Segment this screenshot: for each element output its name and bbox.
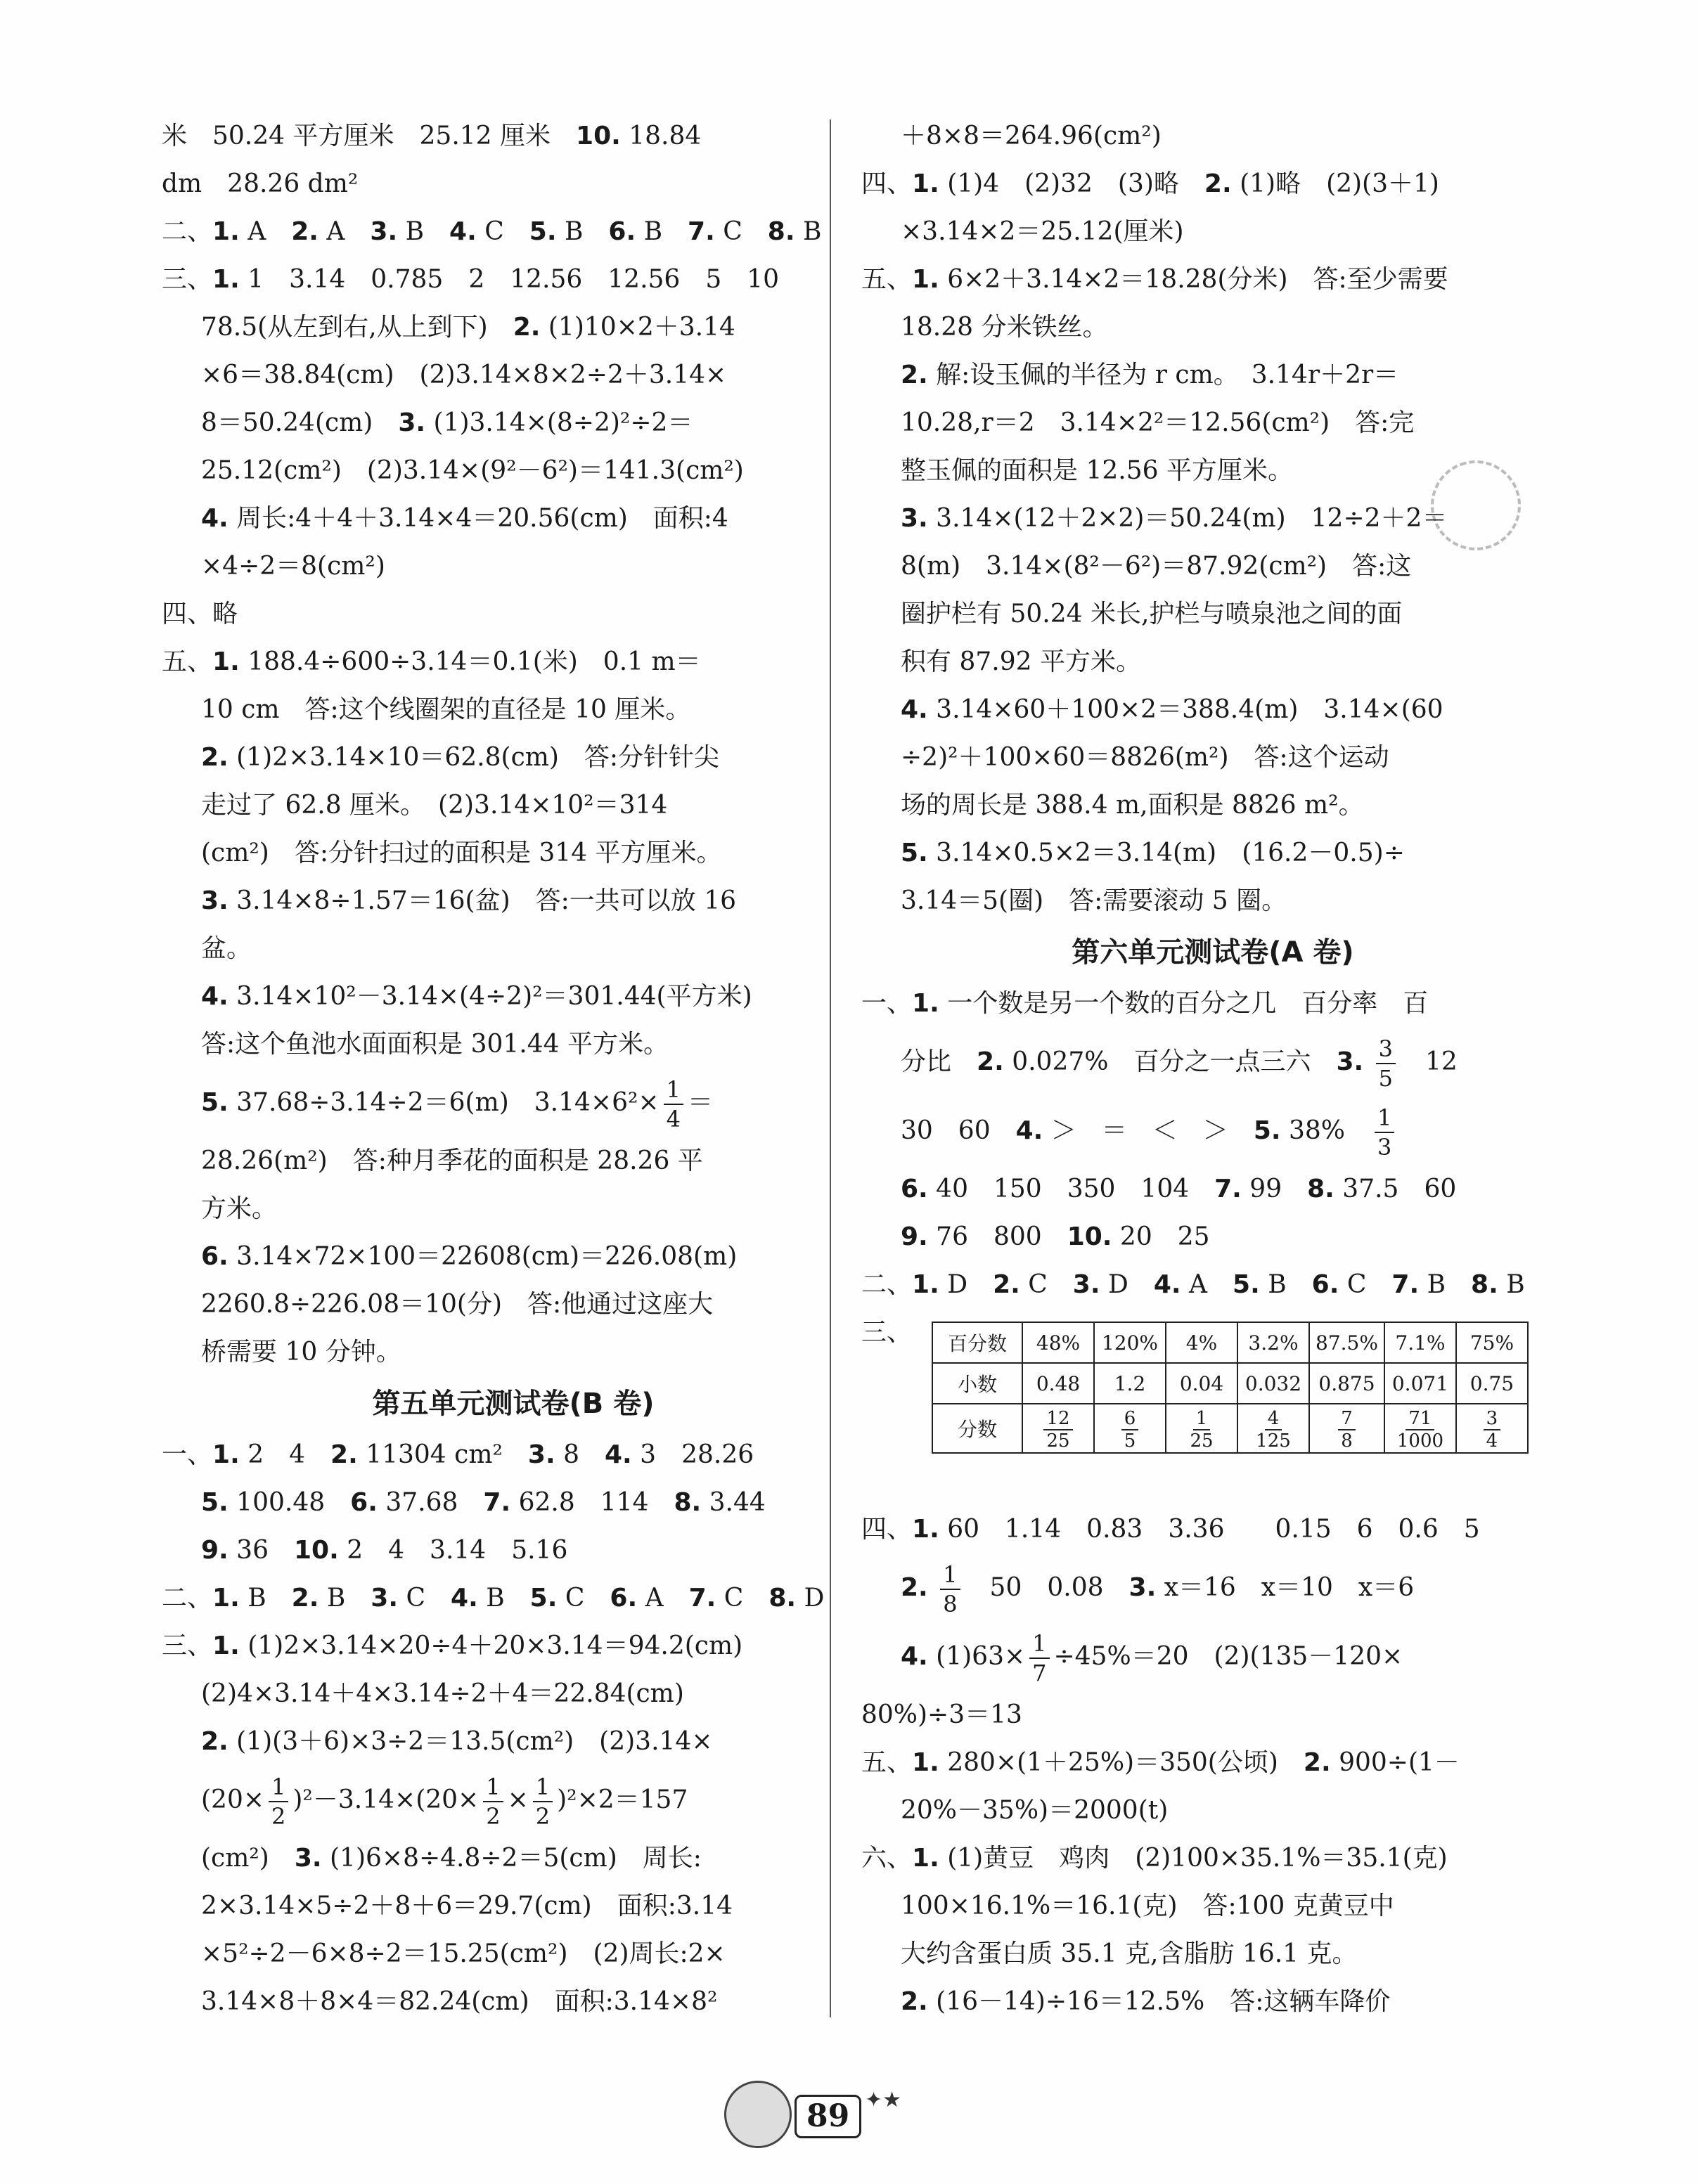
answer-line: 2. 解:设玉佩的半径为 r cm。 3.14r＋2r＝ — [901, 361, 1399, 389]
fraction: $\frac{1}{3}$ — [1375, 1104, 1394, 1161]
table-row-header: 小数 — [932, 1363, 1022, 1404]
answer-line: 8(m) 3.14×(8²－6²)＝87.92(cm²) 答:这 — [901, 552, 1412, 581]
answer-line: 78.5(从左到右,从上到下) 2. (1)10×2＋3.14 — [201, 313, 735, 342]
fraction: $\frac{1}{2}$ — [483, 1773, 503, 1830]
table-cell: 0.032 — [1237, 1363, 1309, 1404]
table-cell: 3.2% — [1237, 1322, 1309, 1363]
left-column — [162, 112, 865, 2026]
fraction: $\frac{1}{7}$ — [1029, 1629, 1049, 1687]
answer-line: 六、1. (1)黄豆 鸡肉 (2)100×35.1%＝35.1(克) — [861, 1844, 1448, 1873]
table-cell: 120% — [1094, 1322, 1166, 1363]
table-cell: 0.04 — [1166, 1363, 1237, 1404]
answer-line: 18.28 分米铁丝。 — [901, 313, 1108, 342]
table-row-header: 分数 — [932, 1404, 1022, 1453]
answer-line: 2260.8÷226.08＝10(分) 答:他通过这座大 — [201, 1290, 714, 1319]
answer-line: 10 cm 答:这个线圈架的直径是 10 厘米。 — [201, 695, 691, 724]
answer-line: 四、1. 60 1.14 0.83 3.36 0.15 6 0.6 5 — [861, 1515, 1480, 1544]
answer-line: 三、1. (1)2×3.14×20÷4＋20×3.14＝94.2(cm) — [162, 1631, 743, 1660]
answer-line: 二、1. D 2. C 3. D 4. A 5. B 6. C 7. B 8. B — [861, 1270, 1525, 1299]
answer-line: 80%)÷3＝13 — [861, 1700, 1022, 1729]
answer-line: 四、1. (1)4 (2)32 (3)略 2. (1)略 (2)(3＋1) — [861, 169, 1439, 198]
answer-line: 4. 周长:4＋4＋3.14×4＝20.56(cm) 面积:4 — [201, 504, 728, 533]
answer-line: 9. 36 10. 2 4 3.14 5.16 — [201, 1536, 568, 1565]
answer-line: 五、1. 188.4÷600÷3.14＝0.1(米) 0.1 m＝ — [162, 647, 701, 676]
answer-line: 30 60 4. ＞ ＝ ＜ ＞ 5. 38% $\frac{1}{3}$ — [861, 1097, 1564, 1165]
answer-line: 4. 3.14×60＋100×2＝388.4(m) 3.14×(60 — [901, 695, 1443, 724]
table-cell: 0.875 — [1309, 1363, 1384, 1404]
table-cell: $\frac{12}{25}$ — [1022, 1404, 1094, 1453]
answer-line: 25.12(cm²) (2)3.14×(9²－6²)＝141.3(cm²) — [201, 456, 744, 485]
answer-line: 8＝50.24(cm) 3. (1)3.14×(8÷2)²÷2＝ — [201, 408, 693, 437]
answer-line: 2. (16－14)÷16＝12.5% 答:这辆车降价 — [901, 1987, 1391, 2016]
answer-line: 方米。 — [201, 1194, 278, 1223]
conversion-table-block — [861, 1309, 1564, 1506]
answer-line: ×6＝38.84(cm) (2)3.14×8×2÷2＋3.14× — [201, 361, 727, 389]
answer-line: 场的周长是 388.4 m,面积是 8826 m²。 — [901, 791, 1364, 820]
answer-line: ＋8×8＝264.96(cm²) — [901, 122, 1162, 150]
answer-line: 3.14＝5(圈) 答:需要滚动 5 圈。 — [901, 886, 1287, 915]
stars-icon: ✦★ — [865, 2088, 902, 2112]
answer-line: 大约含蛋白质 35.1 克,含脂肪 16.1 克。 — [901, 1939, 1358, 1968]
answer-line: 走过了 62.8 厘米。 (2)3.14×10²＝314 — [201, 791, 668, 820]
answer-line: 20%－35%)＝2000(t) — [901, 1796, 1169, 1825]
answer-line: 桥需要 10 分钟。 — [201, 1338, 401, 1366]
answer-line: 2. (1)2×3.14×10＝62.8(cm) 答:分针针尖 — [201, 743, 720, 772]
answer-line: 9. 76 800 10. 20 25 — [901, 1222, 1210, 1251]
table-cell: 87.5% — [1309, 1322, 1384, 1363]
answer-line: (cm²) 3. (1)6×8÷4.8÷2＝5(cm) 周长: — [201, 1844, 702, 1873]
answer-line: 整玉佩的面积是 12.56 平方厘米。 — [901, 456, 1293, 485]
answer-line: ×4÷2＝8(cm²) — [201, 552, 385, 581]
answer-line: 3.14×8＋8×4＝82.24(cm) 面积:3.14×8² — [201, 1987, 718, 2016]
right-column — [861, 112, 1564, 2026]
answer-line: 二、1. B 2. B 3. C 4. B 5. C 6. A 7. C 8. D — [162, 1584, 825, 1613]
answer-line: 6. 40 150 350 104 7. 99 8. 37.5 60 — [901, 1175, 1457, 1203]
answer-line: 三、1. 1 3.14 0.785 2 12.56 12.56 5 10 — [162, 265, 780, 294]
answer-line: 一、1. 2 4 2. 11304 cm² 3. 8 4. 3 28.26 — [162, 1440, 754, 1469]
page-footer — [724, 2074, 907, 2151]
answer-line: 五、1. 280×(1＋25%)＝350(公顷) 2. 900÷(1－ — [861, 1748, 1460, 1777]
table-cell: 4% — [1166, 1322, 1237, 1363]
table-cell: $\frac{7}{8}$ — [1309, 1404, 1384, 1453]
fraction: $\frac{1}{2}$ — [533, 1773, 553, 1830]
answer-line: 100×16.1%＝16.1(克) 答:100 克黄豆中 — [901, 1892, 1394, 1920]
answer-line: (20× $\frac{1}{2}$ )²－3.14×(20× $\frac{1}{2}$ × $\frac{1}{2}$ )²×2＝157 — [201, 1773, 688, 1830]
page-number: 89 — [795, 2095, 861, 2138]
table-cell: $\frac{1}{25}$ — [1166, 1404, 1237, 1453]
table-cell: 0.48 — [1022, 1363, 1094, 1404]
table-cell: $\frac{71}{1000}$ — [1384, 1404, 1456, 1453]
table-cell: 7.1% — [1384, 1322, 1456, 1363]
table-cell: 48% — [1022, 1322, 1094, 1363]
conversion-table — [932, 1322, 1529, 1454]
table-row — [932, 1322, 1528, 1363]
answer-line: ÷2)²＋100×60＝8826(m²) 答:这个运动 — [901, 743, 1389, 772]
fraction: $\frac{3}{5}$ — [1376, 1035, 1396, 1092]
table-cell: $\frac{3}{4}$ — [1456, 1404, 1528, 1453]
answer-line: 5. 100.48 6. 37.68 7. 62.8 114 8. 3.44 — [201, 1488, 766, 1517]
answer-line: 积有 87.92 平方米。 — [901, 647, 1141, 676]
table-row — [932, 1404, 1528, 1453]
answer-line: 圈护栏有 50.24 米长,护栏与喷泉池之间的面 — [901, 600, 1403, 628]
answer-line: 一、1. 一个数是另一个数的百分之几 百分率 百 — [861, 989, 1429, 1018]
answer-line: 28.26(m²) 答:种月季花的面积是 28.26 平 — [201, 1146, 703, 1175]
table-cell: 0.75 — [1456, 1363, 1528, 1404]
answer-line: 6. 3.14×72×100＝22608(cm)＝226.08(m) — [201, 1242, 738, 1271]
answer-line: 4. (1)63× $\frac{1}{7}$ ÷45%＝20 (2)(135－120× — [901, 1630, 1403, 1686]
answer-line: dm 28.26 dm² — [162, 169, 359, 198]
fraction: $\frac{1}{2}$ — [269, 1773, 288, 1830]
table-row-header: 百分数 — [932, 1322, 1022, 1363]
table-cell: $\frac{4}{125}$ — [1237, 1404, 1309, 1453]
answer-line: 盆。 — [201, 934, 252, 963]
question-number: 三、 — [861, 1318, 913, 1347]
answer-line: 五、1. 6×2＋3.14×2＝18.28(分米) 答:至少需要 — [861, 265, 1448, 294]
answer-line: 3. 3.14×8÷1.57＝16(盆) 答:一共可以放 16 — [201, 886, 737, 915]
answer-line: (cm²) 答:分针扫过的面积是 314 平方厘米。 — [201, 839, 722, 867]
apple-mascot-icon — [724, 2081, 792, 2148]
answer-line: 3. 3.14×(12＋2×2)＝50.24(m) 12÷2＋2＝ — [901, 504, 1448, 533]
table-cell: $\frac{6}{5}$ — [1094, 1404, 1166, 1453]
answer-line: 4. 3.14×10²－3.14×(4÷2)²＝301.44(平方米) — [201, 982, 752, 1011]
answer-line: (2)4×3.14＋4×3.14÷2＋4＝22.84(cm) — [201, 1679, 684, 1708]
answer-line: 2. $\frac{1}{8}$ 50 0.08 3. x＝16 x＝10 x＝6 — [901, 1561, 1415, 1617]
answer-line: 分比 2. 0.027% 百分之一点三六 3. $\frac{3}{5}$ 12 — [901, 1035, 1458, 1092]
answer-line: ×3.14×2＝25.12(厘米) — [901, 217, 1184, 246]
section-title: 第五单元测试卷(B 卷) — [372, 1388, 655, 1420]
answer-line: ×5²÷2－6×8÷2＝15.25(cm²) (2)周长:2× — [201, 1939, 726, 1968]
table-row — [932, 1363, 1528, 1404]
answer-line: 10.28,r＝2 3.14×2²＝12.56(cm²) 答:完 — [901, 408, 1415, 437]
fraction: $\frac{1}{8}$ — [940, 1561, 960, 1618]
answer-line: 四、略 — [162, 600, 238, 628]
answer-line: 二、1. A 2. A 3. B 4. C 5. B 6. B 7. C 8. B — [162, 217, 822, 246]
answer-line: 2. (1)(3＋6)×3÷2＝13.5(cm²) (2)3.14× — [201, 1727, 713, 1756]
answer-line: 2×3.14×5÷2＋8＋6＝29.7(cm) 面积:3.14 — [201, 1892, 733, 1920]
answer-line: 米 50.24 平方厘米 25.12 厘米 10. 18.84 — [162, 122, 702, 150]
answer-line: 5. 37.68÷3.14÷2＝6(m) 3.14×6²× $\frac{1}{4}$ ＝ — [201, 1076, 713, 1132]
table-cell: 0.071 — [1384, 1363, 1456, 1404]
section-title: 第六单元测试卷(A 卷) — [1072, 936, 1354, 969]
answer-line: 5. 3.14×0.5×2＝3.14(m) (16.2－0.5)÷ — [901, 839, 1405, 867]
table-cell: 75% — [1456, 1322, 1528, 1363]
answer-line: 答:这个鱼池水面面积是 301.44 平方米。 — [201, 1030, 669, 1059]
table-cell: 1.2 — [1094, 1363, 1166, 1404]
fraction: $\frac{1}{4}$ — [664, 1075, 683, 1133]
